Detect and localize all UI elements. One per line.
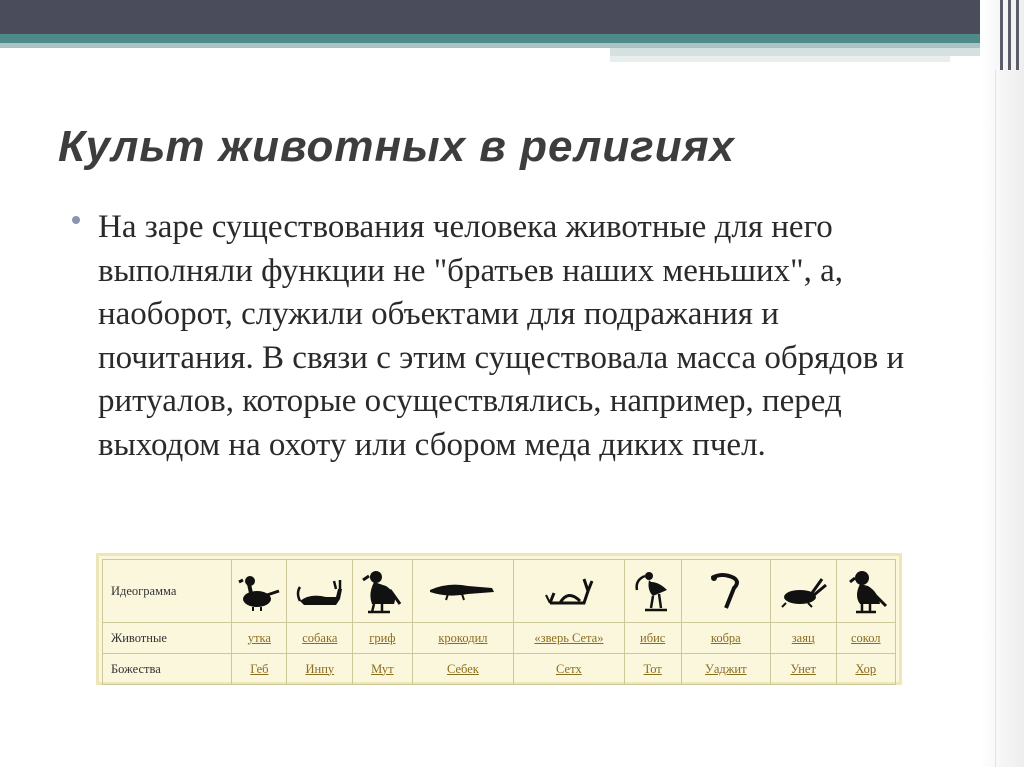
table-cell xyxy=(412,654,514,685)
cobra-hieroglyph-icon xyxy=(681,560,770,623)
crocodile-hieroglyph-icon xyxy=(412,560,514,623)
hieroglyph-table-frame xyxy=(96,553,902,685)
row-header-animals: Животные xyxy=(103,623,232,654)
deity-link[interactable]: Инпу xyxy=(305,661,335,676)
table-row-animals xyxy=(103,623,896,654)
deity-link[interactable]: Себек xyxy=(446,661,479,676)
right-edge-line xyxy=(995,70,1024,767)
duck-hieroglyph-icon xyxy=(232,560,287,623)
top-accent-stripe xyxy=(0,34,1000,43)
dog-hieroglyph-icon xyxy=(287,560,353,623)
corner-line xyxy=(1000,0,1003,70)
table-row-deities xyxy=(103,654,896,685)
table-cell xyxy=(836,623,895,654)
deity-link[interactable]: Унет xyxy=(790,661,816,676)
row-header-deities: Божества xyxy=(103,654,232,685)
slide-title: Культ животных в религиях xyxy=(58,122,735,171)
animal-link[interactable]: утка xyxy=(247,630,271,645)
table-row-ideogram xyxy=(103,560,896,623)
table-cell xyxy=(624,654,681,685)
table-cell xyxy=(353,654,412,685)
bullet-icon xyxy=(72,216,80,224)
table-cell xyxy=(770,654,836,685)
row-header-ideogram: Идеограмма xyxy=(103,560,232,623)
slide-paragraph: На заре существования человека животные для него выполняли функции не "братьев наших меньших", а, наоборот, служили объектами для подражания и почитания. В связи с этим существовала масса обрядов и ритуалов, которые осуществлялись, например, перед выходом на охоту или сбором меда диких пчел. xyxy=(98,209,905,463)
top-decorative-bar xyxy=(0,0,1000,34)
animal-link[interactable]: кобра xyxy=(710,630,741,645)
table-cell xyxy=(353,623,412,654)
deity-link[interactable]: Хор xyxy=(855,661,877,676)
table-cell xyxy=(681,654,770,685)
animal-link[interactable]: «зверь Сета» xyxy=(534,630,604,645)
table-cell xyxy=(232,623,287,654)
vulture-hieroglyph-icon xyxy=(353,560,412,623)
table-cell xyxy=(681,623,770,654)
deity-link[interactable]: Мут xyxy=(371,661,394,676)
animal-link[interactable]: крокодил xyxy=(438,630,488,645)
top-fade-stripe-2 xyxy=(610,56,950,62)
corner-line xyxy=(1008,0,1011,70)
table-cell xyxy=(514,623,624,654)
corner-line xyxy=(1016,0,1019,70)
animal-link[interactable]: сокол xyxy=(850,630,881,645)
set-animal-hieroglyph-icon xyxy=(514,560,624,623)
animal-link[interactable]: ибис xyxy=(640,630,666,645)
animal-link[interactable]: заяц xyxy=(791,630,815,645)
animal-link[interactable]: гриф xyxy=(369,630,396,645)
table-cell xyxy=(836,654,895,685)
table-cell xyxy=(412,623,514,654)
animal-link[interactable]: собака xyxy=(302,630,338,645)
table-cell xyxy=(770,623,836,654)
table-cell xyxy=(287,623,353,654)
table-cell xyxy=(624,623,681,654)
table-cell xyxy=(514,654,624,685)
deity-link[interactable]: Геб xyxy=(250,661,269,676)
deity-link[interactable]: Тот xyxy=(643,661,662,676)
top-fade-stripe xyxy=(610,48,1000,56)
hare-hieroglyph-icon xyxy=(770,560,836,623)
ibis-hieroglyph-icon xyxy=(624,560,681,623)
table-cell xyxy=(232,654,287,685)
table-cell xyxy=(287,654,353,685)
deity-link[interactable]: Уаджит xyxy=(705,661,747,676)
falcon-hieroglyph-icon xyxy=(836,560,895,623)
deity-link[interactable]: Сетх xyxy=(556,661,582,676)
hieroglyph-table xyxy=(102,559,896,685)
